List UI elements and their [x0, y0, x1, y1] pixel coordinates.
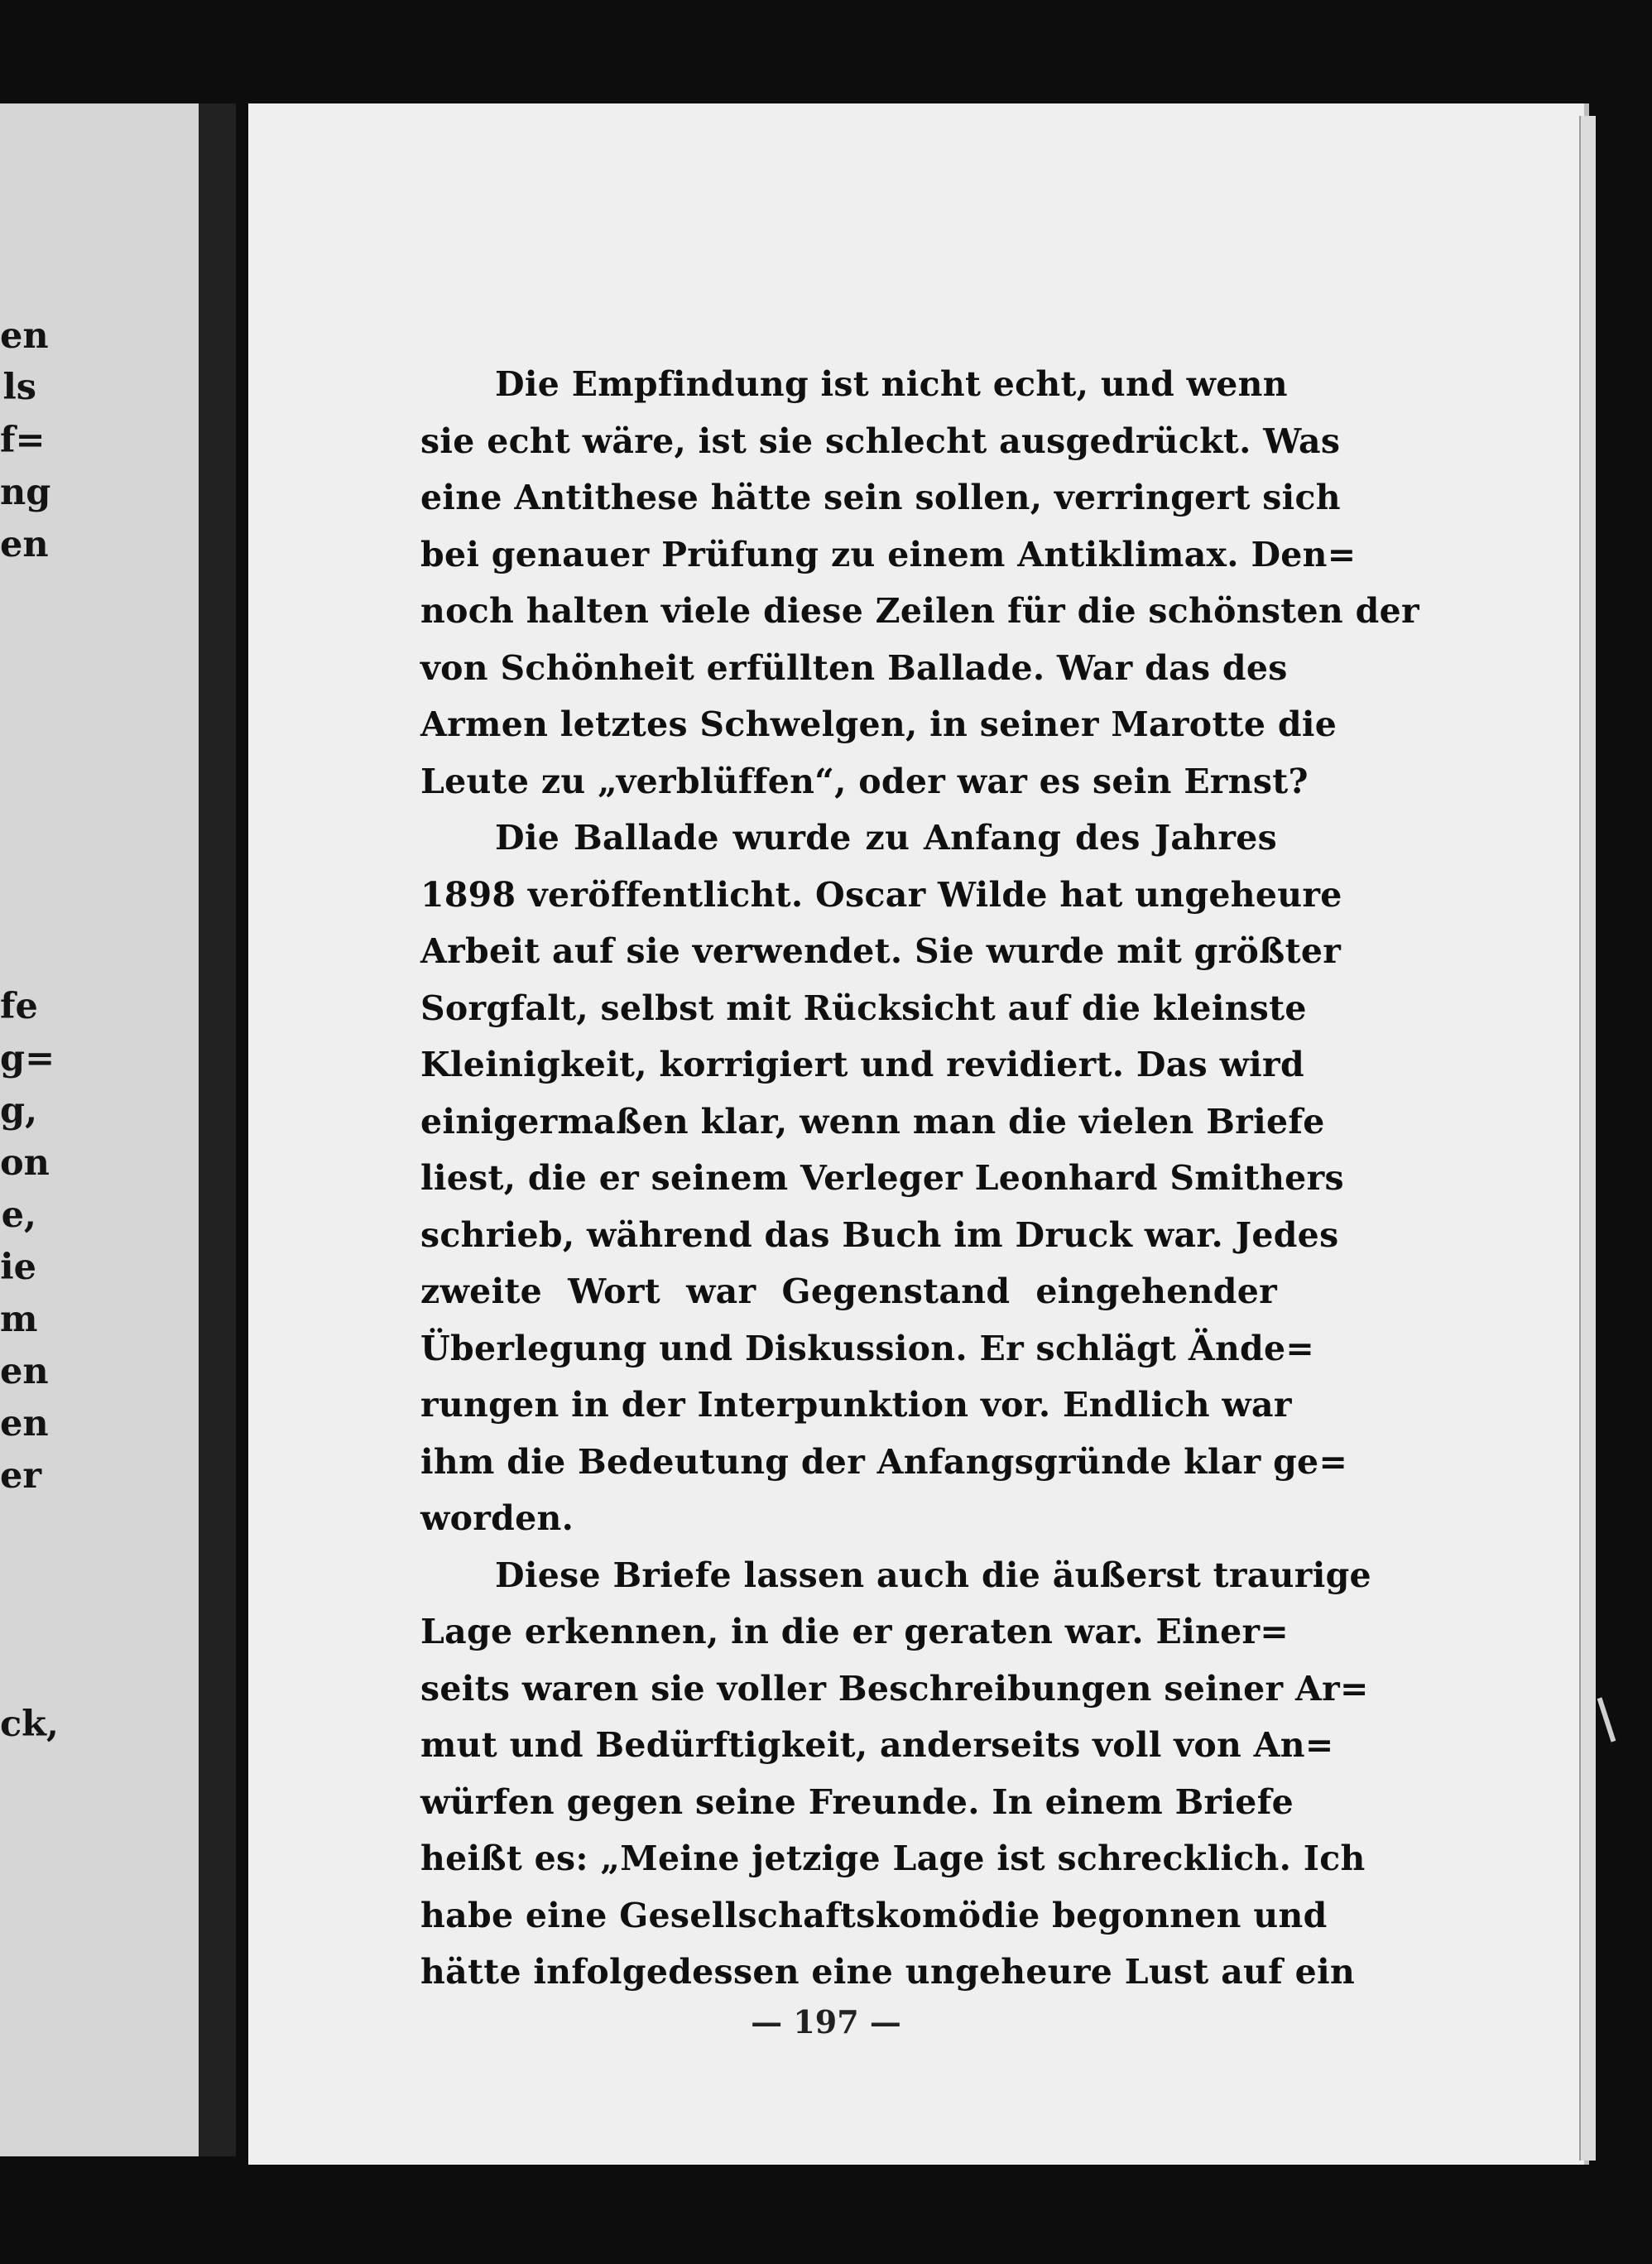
left-fragment: er [0, 1455, 42, 1497]
text-line: Armen letztes Schwelgen, in seiner Marotte die [420, 704, 1337, 744]
text-line: rungen in der Interpunktion vor. Endlich war [420, 1385, 1292, 1425]
text-line: hätte infolgedessen eine ungeheure Lust auf ein [420, 1952, 1356, 1992]
text-line: habe eine Gesellschaftskomödie begonnen und [420, 1895, 1328, 1935]
book-gutter [199, 103, 236, 2156]
text-line: Diese Briefe lassen auch die äußerst traurige [495, 1555, 1371, 1595]
left-fragment: ls [2, 367, 36, 408]
text-line: Überlegung und Diskussion. Er schlägt Ände= [420, 1328, 1315, 1368]
left-fragment: on [0, 1142, 50, 1184]
text-line: schrieb, während das Buch im Druck war. Jedes [420, 1214, 1339, 1255]
left-page [0, 103, 217, 2156]
text-line: seits waren sie voller Beschreibungen seiner Ar= [420, 1668, 1369, 1709]
text-line: noch halten viele diese Zeilen für die schönsten der [420, 591, 1419, 631]
text-line: Arbeit auf sie verwendet. Sie wurde mit größter [420, 931, 1342, 971]
text-line: Die Empfindung ist nicht echt, und wenn [495, 364, 1288, 404]
text-line: worden. [420, 1498, 574, 1538]
left-fragment: en [0, 315, 49, 357]
text-line: bei genauer Prüfung zu einem Antiklimax. Den= [420, 534, 1357, 574]
left-fragment: g= [0, 1038, 55, 1079]
text-line: Lage erkennen, in die er geraten war. Einer= [420, 1612, 1289, 1651]
text-line: eine Antithese hätte sein sollen, verringert sich [420, 478, 1341, 517]
left-fragment: fe [0, 986, 38, 1027]
text-line: von Schönheit erfüllten Ballade. War das des [420, 647, 1288, 688]
left-fragment: en [0, 524, 49, 565]
left-fragment: ie [0, 1247, 36, 1288]
text-line: würfen gegen seine Freunde. In einem Briefe [420, 1781, 1294, 1822]
page-number: — 197 — [751, 2003, 901, 2040]
text-line: sie echt wäre, ist sie schlecht ausgedrückt. Was [420, 421, 1341, 461]
text-line: ihm die Bedeutung der Anfangsgründe klar ge= [420, 1441, 1348, 1482]
left-fragment: m [0, 1299, 38, 1340]
text-line: zweite Wort war Gegenstand eingehender [420, 1271, 1277, 1311]
page-body-text [420, 356, 1419, 2001]
text-line: Kleinigkeit, korrigiert und revidiert. Das wird [420, 1045, 1304, 1084]
left-fragment: g, [0, 1090, 38, 1132]
text-line: Sorgfalt, selbst mit Rücksicht auf die kleinste [420, 988, 1307, 1028]
text-line: liest, die er seinem Verleger Leonhard Smithers [420, 1158, 1344, 1198]
page-edge-mark [1597, 1697, 1616, 1742]
left-fragment: en [0, 1351, 49, 1392]
text-line: Die Ballade wurde zu Anfang des Jahres [495, 818, 1277, 858]
left-fragment: e, [1, 1194, 36, 1236]
text-line: heißt es: „Meine jetzige Lage ist schrecklich. Ich [420, 1839, 1366, 1878]
left-fragment: ck, [0, 1704, 59, 1745]
text-line: Leute zu „verblüffen“, oder war es sein Ernst? [420, 761, 1309, 801]
page-edge [1579, 116, 1596, 2161]
left-fragment: f= [0, 420, 46, 461]
left-fragment: en [0, 1403, 49, 1444]
left-fragment: ng [0, 472, 51, 513]
text-line: einigermaßen klar, wenn man die vielen Briefe [420, 1101, 1325, 1142]
text-line: 1898 veröffentlicht. Oscar Wilde hat ungeheure [420, 874, 1342, 915]
text-line: mut und Bedürftigkeit, anderseits voll von An= [420, 1725, 1334, 1765]
